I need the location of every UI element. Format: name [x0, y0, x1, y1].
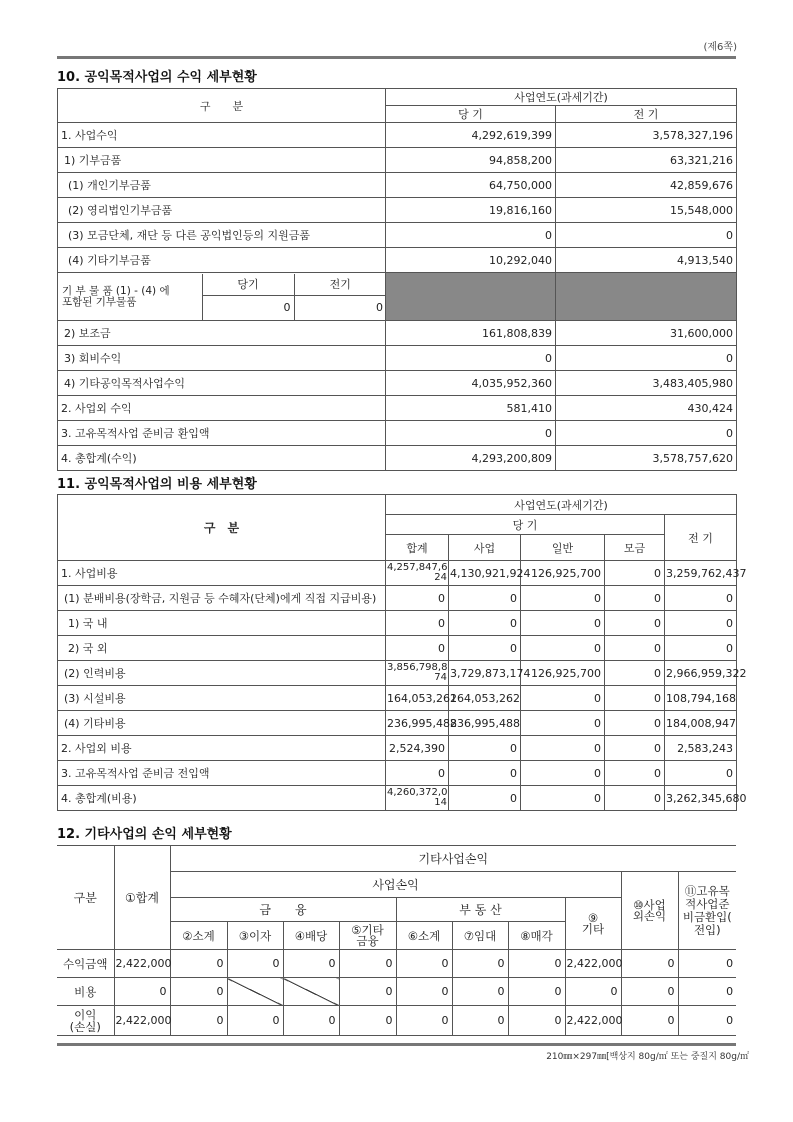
previous-value: 108,794,168	[665, 686, 737, 711]
row-label	[57, 1006, 114, 1036]
total-value	[386, 661, 449, 686]
s12-header-other-business: 기타사업손익	[170, 846, 736, 872]
expense-col-business: 사업	[449, 535, 521, 561]
cell-value: 0	[283, 1006, 339, 1036]
previous-value: 3,259,762,437	[665, 561, 737, 586]
s12-header-finance: 금 융	[170, 898, 396, 922]
col5-line1: ⑤기타	[351, 922, 384, 937]
row-label: 2) 보조금	[58, 321, 386, 346]
fundraising-value: 0	[605, 761, 665, 786]
business-value: 0	[449, 636, 521, 661]
total-value-part1: 4,260,372,0	[387, 787, 448, 798]
row-label: 수익금액	[57, 950, 114, 978]
business-value: 164,053,262	[449, 686, 521, 711]
row-label: 4) 기타공익목적사업수익	[58, 371, 386, 396]
table-row	[58, 611, 737, 636]
total-value: 0	[386, 611, 449, 636]
row-label-line1: 이익	[74, 1007, 97, 1022]
previous-value: 15,548,000	[556, 198, 737, 223]
col5-line2: 금융	[356, 933, 379, 948]
s12-header-gubun: 구분	[57, 846, 114, 950]
table-row	[57, 1006, 736, 1036]
col9-line2: 기타	[581, 921, 605, 936]
col11-line3: 비금환입(	[682, 909, 732, 924]
cell-value: 0	[565, 978, 621, 1006]
row-label: (4) 기타기부금품	[58, 248, 386, 273]
revenue-header-year: 사업연도(과세기간)	[386, 89, 737, 106]
fundraising-value: 0	[605, 561, 665, 586]
row-label: (1) 분배비용(장학금, 지원금 등 수혜자(단체)에게 직접 지급비용)	[58, 586, 386, 611]
donated-goods-label-line2: 포함된 기부물품	[62, 295, 137, 308]
general-value: 0	[521, 786, 605, 811]
table-row	[58, 371, 737, 396]
cell-value: 0	[621, 950, 678, 978]
current-value: 161,808,839	[386, 321, 556, 346]
fundraising-value: 0	[605, 736, 665, 761]
general-value: 0	[521, 586, 605, 611]
total-value-part2: 24	[434, 572, 447, 583]
business-value: 3,729,873,174	[449, 661, 521, 686]
other-business-table	[57, 845, 736, 1036]
cell-value: 0	[170, 978, 227, 1006]
current-value: 0	[386, 421, 556, 446]
fundraising-value: 0	[605, 636, 665, 661]
cell-value: 0	[678, 978, 736, 1006]
table-row	[57, 950, 736, 978]
table-row	[57, 978, 736, 1006]
revenue-header-gubun: 구 분	[58, 89, 386, 123]
table-row	[58, 661, 737, 686]
previous-value: 3,262,345,680	[665, 786, 737, 811]
col10-line1: ⑩사업	[633, 897, 666, 912]
cell-value: 0	[339, 950, 396, 978]
business-value: 4,130,921,924	[449, 561, 521, 586]
donated-goods-cell	[58, 273, 386, 321]
business-value: 236,995,488	[449, 711, 521, 736]
table-row	[58, 686, 737, 711]
fundraising-value: 0	[605, 611, 665, 636]
gray-filler-cell	[386, 273, 556, 321]
s12-header-col10	[621, 872, 678, 950]
previous-value: 2,966,959,322	[665, 661, 737, 686]
donated-goods-current-label: 당기	[202, 274, 294, 296]
paper-spec-note: 210㎜×297㎜[백상지 80g/㎡ 또는 중질지 80g/㎡	[546, 1052, 749, 1062]
cell-value: 0	[170, 1006, 227, 1036]
cell-value: 2,422,000	[565, 1006, 621, 1036]
revenue-header-current: 당 기	[386, 106, 556, 123]
col11-line4: 전입)	[693, 922, 721, 937]
row-label: (4) 기타비용	[58, 711, 386, 736]
general-value: 0	[521, 611, 605, 636]
general-value: 126,925,700	[521, 561, 605, 586]
current-value: 4,292,619,399	[386, 123, 556, 148]
row-label: (3) 시설비용	[58, 686, 386, 711]
col9-line1: ⑨	[587, 910, 599, 925]
previous-value: 0	[665, 586, 737, 611]
general-value: 0	[521, 711, 605, 736]
gray-filler-cell	[556, 273, 737, 321]
row-label: 1) 국 내	[58, 611, 386, 636]
table-row	[58, 421, 737, 446]
previous-value: 0	[665, 611, 737, 636]
cell-value: 0	[452, 978, 508, 1006]
s12-header-business-pl: 사업손익	[170, 872, 621, 898]
current-value: 0	[386, 223, 556, 248]
business-value: 0	[449, 586, 521, 611]
cell-value: 2,422,000	[114, 950, 170, 978]
s12-header-col5	[339, 922, 396, 950]
current-value: 0	[386, 346, 556, 371]
cell-value: 0	[508, 950, 565, 978]
fundraising-value: 0	[605, 661, 665, 686]
cell-value: 0	[283, 950, 339, 978]
row-label: 1. 사업비용	[58, 561, 386, 586]
row-label: 3) 회비수익	[58, 346, 386, 371]
general-value: 0	[521, 636, 605, 661]
previous-value: 430,424	[556, 396, 737, 421]
fundraising-value: 0	[605, 711, 665, 736]
s12-header-col8: ⑧매각	[508, 922, 565, 950]
row-label: (3) 모금단체, 재단 등 다른 공익법인등의 지원금품	[58, 223, 386, 248]
row-label: 2) 국 외	[58, 636, 386, 661]
col11-line1: ⑪고유목	[684, 883, 730, 898]
cell-value: 0	[508, 978, 565, 1006]
row-label: 4. 총합계(비용)	[58, 786, 386, 811]
previous-value: 0	[665, 636, 737, 661]
total-value	[386, 561, 449, 586]
previous-value: 0	[665, 761, 737, 786]
table-row	[58, 248, 737, 273]
s12-header-col6: ⑥소계	[396, 922, 452, 950]
cell-value: 0	[170, 950, 227, 978]
table-row	[58, 711, 737, 736]
s12-header-col11	[678, 872, 736, 950]
expense-col-general: 일반	[521, 535, 605, 561]
cell-value: 0	[678, 1006, 736, 1036]
donated-goods-label-line1: 기 부 물 품 (1) - (4) 에	[62, 284, 170, 297]
expense-header-gubun: 구 분	[58, 495, 386, 561]
general-value: 126,925,700	[521, 661, 605, 686]
row-label: 2. 사업외 수익	[58, 396, 386, 421]
revenue-table	[57, 88, 737, 471]
s12-header-col3: ③이자	[227, 922, 283, 950]
business-value: 0	[449, 736, 521, 761]
section-11-title: 11. 공익목적사업의 비용 세부현황	[57, 477, 257, 492]
cell-value: 0	[508, 1006, 565, 1036]
fundraising-value: 0	[605, 586, 665, 611]
previous-value: 3,483,405,980	[556, 371, 737, 396]
general-value: 0	[521, 736, 605, 761]
cell-value: 0	[452, 950, 508, 978]
current-value: 4,293,200,809	[386, 446, 556, 471]
donated-goods-label	[58, 274, 202, 320]
cell-value: 0	[227, 950, 283, 978]
donated-goods-current-value: 0	[202, 296, 294, 320]
previous-value: 184,008,947	[665, 711, 737, 736]
row-label: (2) 인력비용	[58, 661, 386, 686]
s12-header-col2: ②소계	[170, 922, 227, 950]
table-row	[58, 173, 737, 198]
previous-value: 0	[556, 421, 737, 446]
row-label: 1) 기부금품	[58, 148, 386, 173]
crossed-out-cell	[283, 978, 339, 1006]
table-row	[58, 123, 737, 148]
total-value	[386, 786, 449, 811]
row-label: 비용	[57, 978, 114, 1006]
current-value: 581,410	[386, 396, 556, 421]
table-row	[58, 321, 737, 346]
row-label: 1. 사업수익	[58, 123, 386, 148]
revenue-header-previous: 전 기	[556, 106, 737, 123]
general-value: 0	[521, 761, 605, 786]
s12-header-col7: ⑦임대	[452, 922, 508, 950]
table-row	[58, 736, 737, 761]
row-label: (2) 영리법인기부금품	[58, 198, 386, 223]
total-value: 0	[386, 586, 449, 611]
current-value: 94,858,200	[386, 148, 556, 173]
current-value: 4,035,952,360	[386, 371, 556, 396]
current-value: 19,816,160	[386, 198, 556, 223]
expense-col-fundraising: 모금	[605, 535, 665, 561]
current-value: 64,750,000	[386, 173, 556, 198]
previous-value: 0	[556, 223, 737, 248]
donated-goods-previous-value: 0	[294, 296, 386, 320]
table-row	[58, 786, 737, 811]
cell-value: 0	[396, 950, 452, 978]
cell-value: 2,422,000	[114, 1006, 170, 1036]
col10-line2: 외손익	[632, 908, 667, 923]
expense-table	[57, 494, 747, 811]
section-10-title: 10. 공익목적사업의 수익 세부현황	[57, 70, 257, 85]
top-rule	[57, 56, 736, 59]
previous-value: 4,913,540	[556, 248, 737, 273]
row-label: 4. 총합계(수익)	[58, 446, 386, 471]
expense-header-current: 당 기	[386, 515, 665, 535]
table-row	[58, 561, 737, 586]
total-value-part1: 3,856,798,8	[387, 662, 448, 673]
s12-header-col9	[565, 898, 621, 950]
cell-value: 2,422,000	[565, 950, 621, 978]
fundraising-value: 0	[605, 686, 665, 711]
table-row	[58, 761, 737, 786]
donated-goods-previous-label: 전기	[294, 274, 386, 296]
col11-line2: 적사업준	[685, 896, 730, 911]
cell-value: 0	[339, 1006, 396, 1036]
current-value: 10,292,040	[386, 248, 556, 273]
table-row	[58, 636, 737, 661]
row-label: 3. 고유목적사업 준비금 환입액	[58, 421, 386, 446]
table-row	[58, 346, 737, 371]
s12-header-total: ①합계	[114, 846, 170, 950]
cell-value: 0	[114, 978, 170, 1006]
cell-value: 0	[396, 978, 452, 1006]
table-row	[58, 148, 737, 173]
row-label-line2: (손실)	[69, 1019, 101, 1034]
total-value: 2,524,390	[386, 736, 449, 761]
row-label: 2. 사업외 비용	[58, 736, 386, 761]
previous-value: 3,578,757,620	[556, 446, 737, 471]
row-label: (1) 개인기부금품	[58, 173, 386, 198]
cell-value: 0	[339, 978, 396, 1006]
donated-goods-subtable	[58, 274, 386, 320]
total-value: 164,053,262	[386, 686, 449, 711]
table-row	[58, 198, 737, 223]
expense-header-year: 사업연도(과세기간)	[386, 495, 737, 515]
business-value: 0	[449, 611, 521, 636]
expense-header-previous: 전 기	[665, 515, 737, 561]
fundraising-value: 0	[605, 786, 665, 811]
total-value: 0	[386, 761, 449, 786]
previous-value: 42,859,676	[556, 173, 737, 198]
total-value: 0	[386, 636, 449, 661]
donated-goods-row	[58, 273, 737, 321]
cell-value: 0	[227, 1006, 283, 1036]
cell-value: 0	[621, 1006, 678, 1036]
table-row	[58, 223, 737, 248]
s12-header-real-estate: 부 동 산	[396, 898, 565, 922]
cell-value: 0	[678, 950, 736, 978]
row-label: 3. 고유목적사업 준비금 전입액	[58, 761, 386, 786]
total-value-part1: 4,257,847,6	[387, 562, 448, 573]
page-number-label: (제6쪽)	[703, 42, 737, 53]
total-value-part2: 74	[434, 672, 447, 683]
previous-value: 2,583,243	[665, 736, 737, 761]
previous-value: 3,578,327,196	[556, 123, 737, 148]
section-12-title: 12. 기타사업의 손익 세부현황	[57, 827, 232, 842]
cell-value: 0	[621, 978, 678, 1006]
total-value-part2: 14	[434, 797, 447, 808]
s12-header-col4: ④배당	[283, 922, 339, 950]
cell-value: 0	[396, 1006, 452, 1036]
crossed-out-cell	[227, 978, 283, 1006]
cell-value: 0	[452, 1006, 508, 1036]
business-value: 0	[449, 786, 521, 811]
bottom-rule	[57, 1043, 736, 1046]
table-row	[58, 396, 737, 421]
expense-col-total: 합계	[386, 535, 449, 561]
previous-value: 63,321,216	[556, 148, 737, 173]
table-row	[58, 586, 737, 611]
previous-value: 31,600,000	[556, 321, 737, 346]
table-row	[58, 446, 737, 471]
business-value: 0	[449, 761, 521, 786]
general-value: 0	[521, 686, 605, 711]
previous-value: 0	[556, 346, 737, 371]
total-value: 236,995,488	[386, 711, 449, 736]
